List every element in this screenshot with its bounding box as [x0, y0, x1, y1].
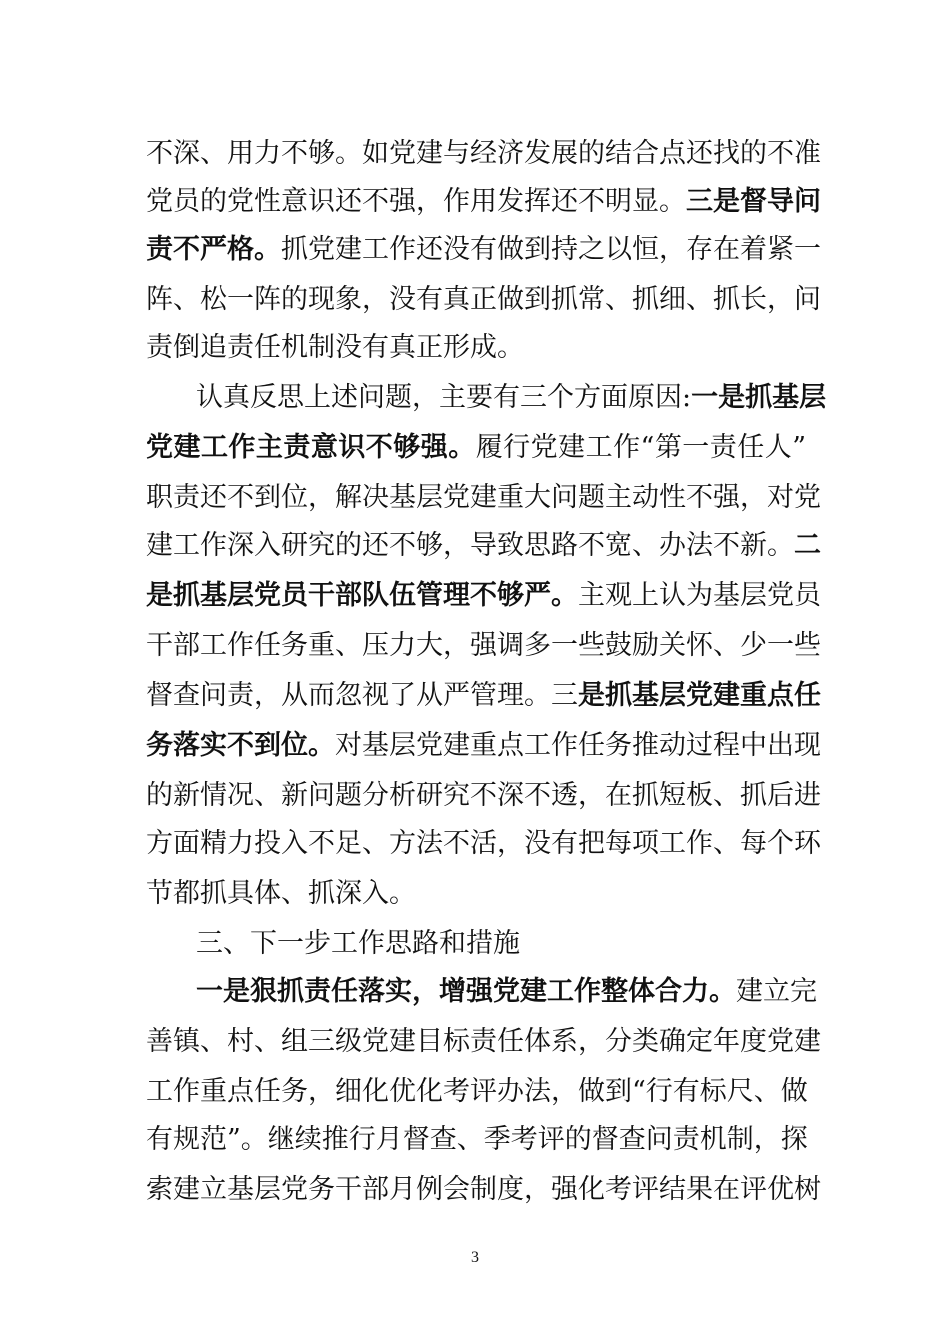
text-run: 主观上认为基层党员 [578, 580, 821, 611]
text-run: 党员的党性意识还不强，作用发挥还不明显。 [146, 186, 686, 217]
text-line-21 [146, 1120, 806, 1160]
text-line-16 [146, 874, 806, 914]
bold-text-run: 三是督导问 [686, 186, 821, 217]
page-number: 3 [471, 1249, 479, 1266]
text-run: 索建立基层党务干部月例会制度，强化考评结果在评优树 [146, 1174, 821, 1205]
text-line-5 [146, 328, 806, 368]
text-line-19 [146, 1022, 821, 1062]
text-line-8 [146, 478, 821, 518]
text-line-11 [146, 626, 821, 666]
text-line-9 [146, 526, 821, 566]
text-line-7 [146, 428, 806, 468]
text-run: 的新情况、新问题分析研究不深不透，在抓短板、抓后进 [146, 780, 821, 811]
text-line-20 [146, 1072, 806, 1112]
bold-text-run: 一是狠抓责任落实，增强党建工作整体合力。 [196, 976, 736, 1007]
text-run: 节都抓具体、抓深入。 [146, 878, 416, 909]
text-run: 不深、用力不够。如党建与经济发展的结合点还找的不准 [146, 138, 821, 169]
text-line-4 [146, 280, 821, 320]
text-run: 认真反思上述问题，主要有三个方面原因: [196, 382, 692, 413]
text-run: 建立完 [736, 976, 817, 1007]
text-line-6 [196, 378, 827, 418]
text-line-14 [146, 776, 821, 816]
bold-text-run: 一是抓基层 [691, 382, 827, 413]
text-line-13 [146, 726, 821, 766]
bold-text-run: 二 [794, 530, 821, 561]
text-run: 干部工作任务重、压力大，强调多一些鼓励关怀、少一些 [146, 630, 821, 661]
bold-text-run: 党建工作主责意识不够强。 [146, 432, 476, 463]
text-run: 三、下一步工作思路和措施 [196, 928, 520, 959]
text-line-22 [146, 1170, 821, 1210]
text-line-12 [146, 676, 821, 716]
text-line-18 [196, 972, 817, 1012]
bold-text-run: 务落实不到位。 [146, 730, 335, 761]
text-run: 督查问责，从而忽视了从严管理。三 [146, 680, 578, 711]
text-run: 履行党建工作“第一责任人” [475, 432, 807, 463]
bold-text-run: 责不严格。 [146, 234, 281, 265]
text-line-3 [146, 230, 821, 270]
text-run: 建工作深入研究的还不够，导致思路不宽、办法不新。 [146, 530, 794, 561]
text-line-1 [146, 134, 821, 174]
text-line-15 [146, 824, 821, 864]
text-run: 职责还不到位，解决基层党建重大问题主动性不强，对党 [146, 482, 821, 513]
text-run: 抓党建工作还没有做到持之以恒，存在着紧一 [281, 234, 821, 265]
text-run: 责倒追责任机制没有真正形成。 [146, 332, 524, 363]
bold-text-run: 是抓基层党建重点任 [578, 680, 821, 711]
text-run: 善镇、村、组三级党建目标责任体系，分类确定年度党建 [146, 1026, 821, 1057]
text-line-10 [146, 576, 821, 616]
text-run: 对基层党建重点工作任务推动过程中出现 [335, 730, 821, 761]
bold-text-run: 是抓基层党员干部队伍管理不够严。 [146, 580, 578, 611]
text-run: 有规范”。继续推行月督查、季考评的督查问责机制，探 [146, 1124, 808, 1155]
text-run: 阵、松一阵的现象，没有真正做到抓常、抓细、抓长，问 [146, 284, 821, 315]
text-run: 方面精力投入不足、方法不活，没有把每项工作、每个环 [146, 828, 821, 859]
section-heading [196, 924, 806, 964]
text-run: 工作重点任务，细化优化考评办法，做到“行有标尺、做 [146, 1076, 808, 1107]
text-line-2 [146, 182, 821, 222]
